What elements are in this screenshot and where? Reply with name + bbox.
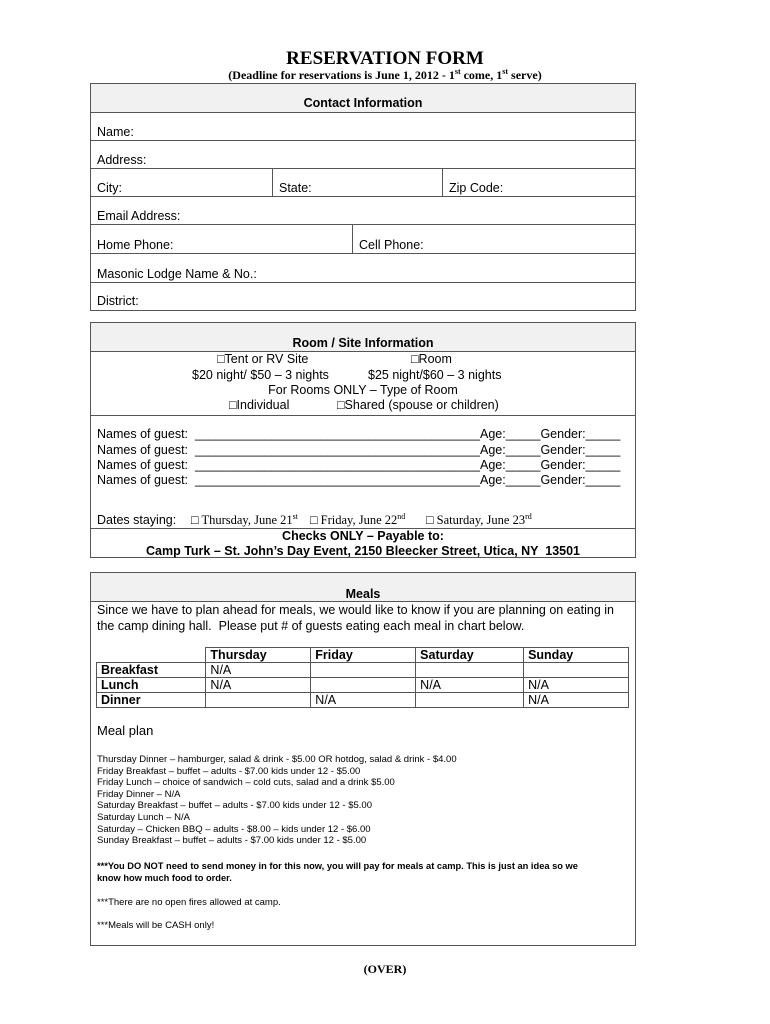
meal-cell[interactable]: N/A	[416, 678, 524, 693]
checks-label: Checks ONLY – Payable to:	[282, 529, 444, 543]
guest-line[interactable]: Names of guest: _________________________________________Age:_____Gender:_____	[97, 458, 621, 472]
tent-checkbox[interactable]: □Tent or RV Site	[217, 352, 309, 366]
name-field[interactable]: Name:	[91, 112, 635, 141]
meal-plan-line: Friday Breakfast – buffet – adults - $7.00 kids under 12 - $5.00	[97, 765, 361, 777]
cell-phone-field[interactable]: Cell Phone:	[359, 237, 424, 252]
table-row	[97, 648, 629, 663]
room-price: $25 night/$60 – 3 nights	[368, 368, 502, 382]
guest-line[interactable]: Names of guest: _________________________________________Age:_____Gender:_____	[97, 443, 621, 457]
meal-plan-line: Sunday Breakfast – buffet – adults - $7.00 kids under 12 - $5.00	[97, 835, 367, 847]
day-header: Friday	[311, 648, 416, 663]
contact-section	[90, 83, 636, 311]
meal-plan-title: Meal plan	[97, 723, 154, 738]
meal-cell[interactable]	[524, 663, 629, 678]
city-state-zip-row	[91, 168, 635, 197]
date-saturday-checkbox[interactable]: □ Saturday, June 23rd	[426, 511, 532, 527]
guest-line[interactable]: Names of guest: _________________________________________Age:_____Gender:_____	[97, 473, 621, 487]
rooms-only-label: For Rooms ONLY – Type of Room	[268, 383, 458, 397]
shared-checkbox[interactable]: □Shared (spouse or children)	[337, 398, 499, 412]
contact-header: Contact Information	[91, 84, 635, 112]
meal-plan-line: Saturday Breakfast – buffet – adults - $7.00 kids under 12 - $5.00	[97, 800, 372, 812]
district-field[interactable]: District:	[91, 282, 635, 311]
meal-label: Breakfast	[97, 663, 206, 678]
meals-section	[90, 572, 636, 946]
meals-table	[96, 647, 629, 708]
meal-plan-line: Friday Dinner – N/A	[97, 788, 181, 800]
over-note: (OVER)	[363, 962, 407, 976]
day-header: Saturday	[416, 648, 524, 663]
meal-cell[interactable]	[416, 663, 524, 678]
meal-plan-line: Saturday Lunch – N/A	[97, 811, 190, 823]
email-field[interactable]: Email Address:	[91, 196, 635, 225]
address-field[interactable]: Address:	[91, 140, 635, 169]
city-field[interactable]: City:	[97, 181, 122, 195]
tent-price: $20 night/ $50 – 3 nights	[192, 368, 329, 382]
meal-cell[interactable]	[416, 693, 524, 708]
payee-address: Camp Turk – St. John’s Day Event, 2150 Bleecker Street, Utica, NY 13501	[146, 544, 580, 558]
meal-cell[interactable]: N/A	[524, 678, 629, 693]
home-phone-field[interactable]: Home Phone:	[97, 237, 174, 252]
meal-cell[interactable]: N/A	[206, 663, 311, 678]
meal-cell[interactable]	[311, 663, 416, 678]
zip-field[interactable]: Zip Code:	[449, 181, 504, 195]
lodge-field[interactable]: Masonic Lodge Name & No.:	[91, 253, 635, 283]
day-header: Thursday	[206, 648, 311, 663]
date-friday-checkbox[interactable]: □ Friday, June 22nd	[310, 511, 406, 527]
individual-checkbox[interactable]: □Individual	[229, 398, 290, 412]
room-section	[90, 322, 636, 558]
dates-label: Dates staying:	[97, 513, 177, 527]
meal-plan-line: Friday Lunch – choice of sandwich – cold cuts, salad and a drink $5.00	[97, 777, 395, 789]
room-header: Room / Site Information	[292, 336, 434, 350]
form-subtitle: (Deadline for reservations is June 1, 2012 - 1st come, 1st serve)	[228, 67, 542, 82]
meal-cell[interactable]: N/A	[311, 693, 416, 708]
table-row	[97, 663, 629, 678]
room-checkbox[interactable]: □Room	[411, 352, 452, 366]
meal-label: Dinner	[97, 693, 206, 708]
meal-cell[interactable]: N/A	[206, 678, 311, 693]
meals-header: Meals	[345, 587, 381, 601]
meal-cell[interactable]	[311, 678, 416, 693]
meals-intro: the camp dining hall. Please put # of guests eating each meal in chart below.	[97, 619, 525, 633]
date-thursday-checkbox[interactable]: □ Thursday, June 21st	[191, 511, 298, 527]
phone-row	[91, 224, 635, 254]
meal-cell[interactable]	[206, 693, 311, 708]
meal-plan-list	[97, 754, 457, 847]
meal-label: Lunch	[97, 678, 206, 693]
day-header: Sunday	[524, 648, 629, 663]
table-row	[97, 678, 629, 693]
meal-cell[interactable]: N/A	[524, 693, 629, 708]
form-title: RESERVATION FORM	[286, 48, 484, 69]
meal-plan-line: Saturday – Chicken BBQ – adults - $8.00 – kids under 12 - $6.00	[97, 823, 371, 835]
guest-line[interactable]: Names of guest: _________________________________________Age:_____Gender:_____	[97, 427, 621, 441]
fires-note: ***There are no open fires allowed at camp.	[97, 897, 281, 908]
state-field[interactable]: State:	[279, 181, 312, 195]
table-row	[97, 693, 629, 708]
meals-intro: Since we have to plan ahead for meals, we would like to know if you are planning on eating in	[97, 603, 614, 617]
cash-note: ***Meals will be CASH only!	[97, 920, 215, 931]
meal-plan-line: Thursday Dinner – hamburger, salad & drink - $5.00 OR hotdog, salad & drink - $4.00	[97, 754, 457, 765]
money-note: ***You DO NOT need to send money in for this now, you will pay for meals at camp. This is just an idea so we know how much food to order.	[97, 861, 578, 883]
